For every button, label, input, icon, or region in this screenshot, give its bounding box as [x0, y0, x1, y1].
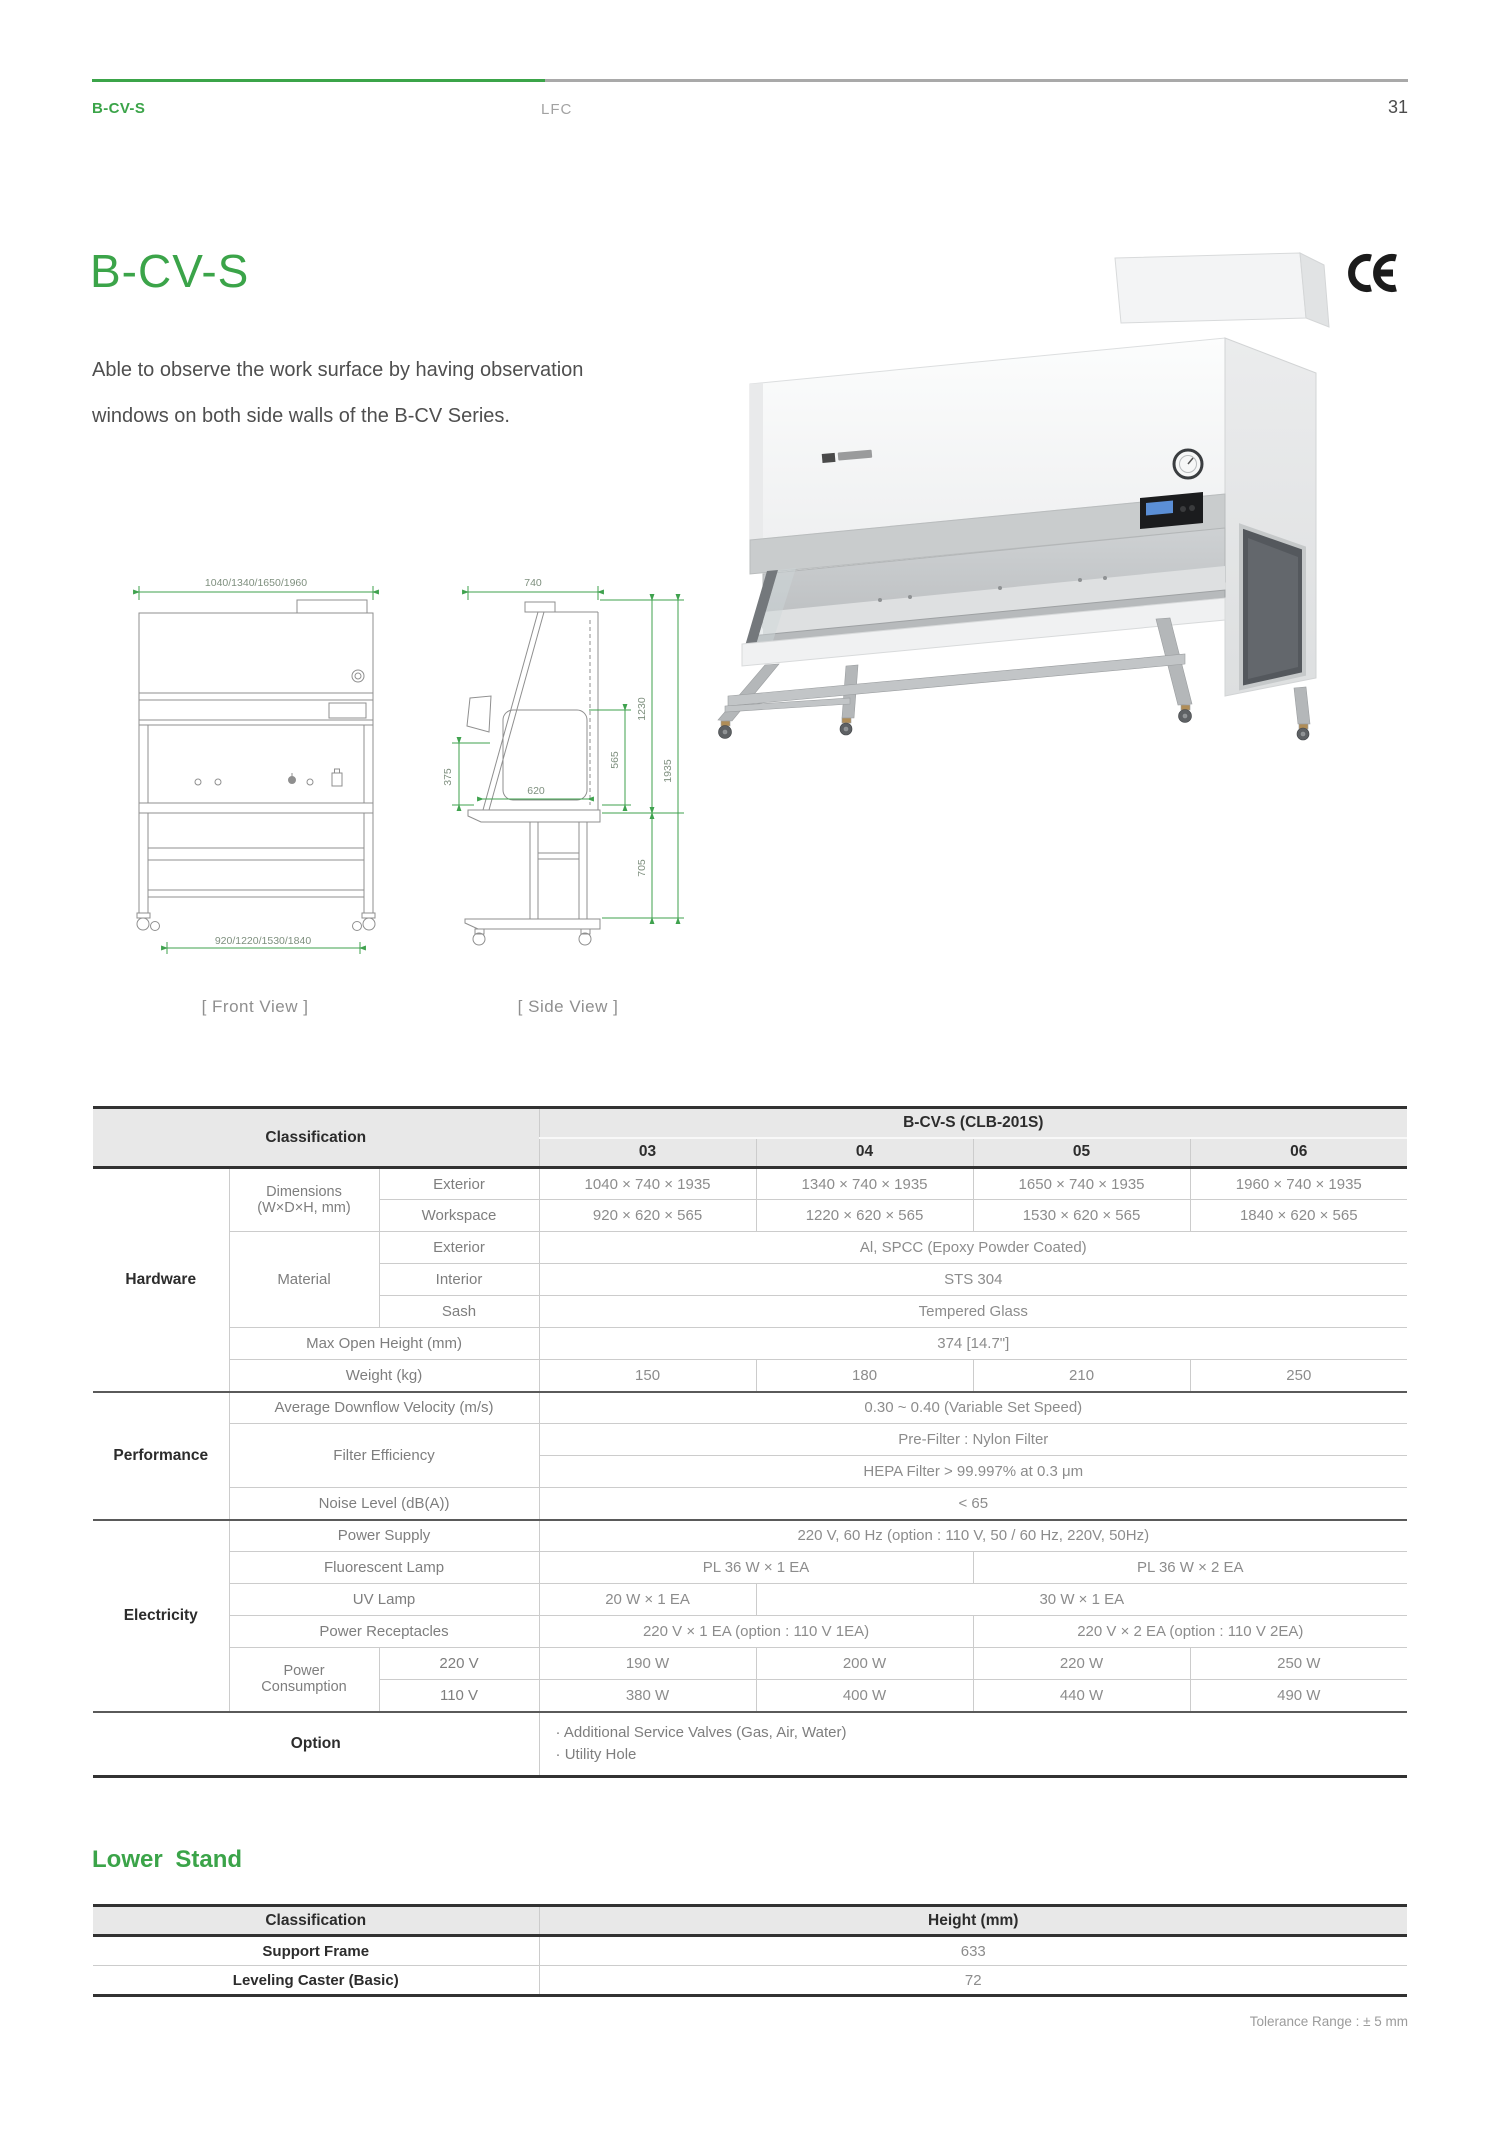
group-electricity: Electricity	[93, 1520, 229, 1712]
spec-cell: 920 × 620 × 565	[539, 1200, 756, 1232]
table-row	[93, 1328, 1407, 1360]
spec-cell: 1220 × 620 × 565	[756, 1200, 973, 1232]
spec-cell: 30 W × 1 EA	[756, 1584, 1407, 1616]
window-dim: 565	[609, 751, 621, 769]
spec-cell: 200 W	[756, 1648, 973, 1680]
spec-cell: 1530 × 620 × 565	[973, 1200, 1190, 1232]
caster-wheel	[719, 721, 732, 739]
table-row	[93, 1392, 1407, 1424]
table-row	[93, 1360, 1407, 1392]
table-row	[93, 1488, 1407, 1520]
option-item: · Utility Hole	[555, 1745, 637, 1763]
product-header: B-CV-S (CLB-201S)	[539, 1108, 1407, 1138]
side-depth-dim: 740	[524, 577, 542, 589]
dimensions-unit-line: (W×D×H, mm)	[257, 1200, 351, 1216]
power-consumption-line: Power	[283, 1663, 325, 1680]
power-supply-label: Power Supply	[229, 1520, 539, 1552]
exhaust-duct	[1115, 253, 1329, 327]
front-view-caption: [ Front View ]	[201, 997, 309, 1016]
max-open-height-label: Max Open Height (mm)	[229, 1328, 539, 1360]
material-exterior-label: Exterior	[379, 1232, 539, 1264]
spec-cell: 0.30 ~ 0.40 (Variable Set Speed)	[539, 1392, 1407, 1424]
spec-cell: 220 V × 1 EA (option : 110 V 1EA)	[539, 1616, 973, 1648]
front-stand-width-dim: 920/1220/1530/1840	[214, 935, 312, 947]
header-rule	[545, 79, 1408, 82]
workspace-label: Workspace	[379, 1200, 539, 1232]
spec-cell: Pre-Filter : Nylon Filter	[539, 1424, 1407, 1456]
work-depth-dim: 620	[527, 785, 545, 797]
page-title: B-CV-S	[90, 245, 250, 297]
spec-cell: 210	[973, 1360, 1190, 1392]
upper-height-dim: 1230	[636, 697, 648, 721]
spec-cell: 250	[1190, 1360, 1407, 1392]
header-category: LFC	[541, 101, 573, 118]
header-rule-accent	[92, 79, 545, 82]
control-panel	[1140, 492, 1203, 529]
lower-stand-title: Lower Stand	[92, 1846, 243, 1873]
lower-stand-table	[93, 1904, 1407, 1997]
exterior-label: Exterior	[379, 1168, 539, 1200]
spec-cell: 440 W	[973, 1680, 1190, 1712]
uv-lamp-label: UV Lamp	[229, 1584, 539, 1616]
spec-cell: 220 W	[973, 1648, 1190, 1680]
model-col-04: 04	[756, 1138, 973, 1168]
sash-label: Sash	[379, 1296, 539, 1328]
weight-label: Weight (kg)	[229, 1360, 539, 1392]
receptacles-label: Power Receptacles	[229, 1616, 539, 1648]
material-interior-label: Interior	[379, 1264, 539, 1296]
table-row	[93, 1966, 1407, 1996]
lower-row-value: 633	[539, 1936, 1407, 1966]
group-performance: Performance	[93, 1392, 229, 1520]
model-col-03: 03	[539, 1138, 756, 1168]
downflow-label: Average Downflow Velocity (m/s)	[229, 1392, 539, 1424]
power-consumption-line: Consumption	[261, 1679, 347, 1696]
option-values	[539, 1712, 1407, 1777]
spec-cell: Tempered Glass	[539, 1296, 1407, 1328]
product-description	[92, 347, 583, 439]
table-header-row	[93, 1108, 1407, 1138]
side-view-caption: [ Side View ]	[517, 997, 619, 1016]
lower-height-header: Height (mm)	[539, 1906, 1407, 1936]
spec-cell: 374 [14.7"]	[539, 1328, 1407, 1360]
lower-classification-header: Classification	[93, 1906, 539, 1936]
description-line: windows on both side walls of the B-CV Series.	[92, 405, 510, 427]
spec-cell: 400 W	[756, 1680, 973, 1712]
noise-label: Noise Level (dB(A))	[229, 1488, 539, 1520]
table-header-row	[93, 1906, 1407, 1936]
classification-header: Classification	[93, 1108, 539, 1168]
filter-efficiency-label: Filter Efficiency	[229, 1424, 539, 1488]
model-col-06: 06	[1190, 1138, 1407, 1168]
spec-cell: 180	[756, 1360, 973, 1392]
table-row	[93, 1648, 1407, 1680]
spec-table	[93, 1106, 1407, 1778]
dimensions-label	[229, 1168, 379, 1232]
table-row	[93, 1616, 1407, 1648]
caster-wheel	[1297, 724, 1309, 740]
spec-cell: 1340 × 740 × 1935	[756, 1168, 973, 1200]
table-row	[93, 1520, 1407, 1552]
page-number: 31	[1387, 97, 1408, 117]
table-row	[93, 1232, 1407, 1264]
material-label: Material	[229, 1232, 379, 1328]
table-row	[93, 1424, 1407, 1456]
table-row	[93, 1936, 1407, 1966]
spec-cell: 1960 × 740 × 1935	[1190, 1168, 1407, 1200]
stand-height-dim: 705	[636, 859, 648, 877]
header-doc-code: B-CV-S	[92, 100, 146, 117]
spec-cell: 1040 × 740 × 1935	[539, 1168, 756, 1200]
table-row	[93, 1584, 1407, 1616]
model-col-05: 05	[973, 1138, 1190, 1168]
table-row	[93, 1552, 1407, 1584]
spec-cell: 1650 × 740 × 1935	[973, 1168, 1190, 1200]
product-photo	[600, 226, 1400, 743]
fluorescent-label: Fluorescent Lamp	[229, 1552, 539, 1584]
caster-wheel	[1179, 705, 1192, 723]
spec-cell: Al, SPCC (Epoxy Powder Coated)	[539, 1232, 1407, 1264]
spec-cell: 150	[539, 1360, 756, 1392]
lower-row-label: Support Frame	[93, 1936, 539, 1966]
v220-label: 220 V	[379, 1648, 539, 1680]
caster-wheel	[840, 718, 852, 735]
cabinet-side-panel	[1225, 338, 1316, 696]
v110-label: 110 V	[379, 1680, 539, 1712]
spec-cell: 220 V, 60 Hz (option : 110 V, 50 / 60 Hz, 220V, 50Hz)	[539, 1520, 1407, 1552]
dimensions-label-line: Dimensions	[266, 1184, 342, 1200]
tolerance-note: Tolerance Range : ± 5 mm	[1249, 2014, 1408, 2029]
lcd-display	[1146, 501, 1173, 516]
spec-cell: 250 W	[1190, 1648, 1407, 1680]
group-hardware: Hardware	[93, 1168, 229, 1392]
spec-cell: 380 W	[539, 1680, 756, 1712]
spec-cell: PL 36 W × 2 EA	[973, 1552, 1407, 1584]
group-option: Option	[93, 1712, 539, 1777]
spec-cell: 1840 × 620 × 565	[1190, 1200, 1407, 1232]
spec-cell: 220 V × 2 EA (option : 110 V 2EA)	[973, 1616, 1407, 1648]
spec-cell: 490 W	[1190, 1680, 1407, 1712]
front-view-drawing	[137, 577, 375, 1016]
lower-row-label: Leveling Caster (Basic)	[93, 1966, 539, 1996]
total-height-dim: 1935	[662, 759, 674, 783]
spec-cell: HEPA Filter > 99.997% at 0.3 μm	[539, 1456, 1407, 1488]
option-item: · Additional Service Valves (Gas, Air, Water)	[555, 1723, 847, 1741]
table-row	[93, 1712, 1407, 1777]
spec-cell: < 65	[539, 1488, 1407, 1520]
power-consumption-label	[229, 1648, 379, 1712]
pressure-gauge	[1174, 450, 1202, 478]
front-width-dim: 1040/1340/1650/1960	[204, 577, 308, 589]
table-row	[93, 1168, 1407, 1200]
description-line: Able to observe the work surface by having observation	[92, 359, 584, 381]
spec-cell: PL 36 W × 1 EA	[539, 1552, 973, 1584]
spec-cell: STS 304	[539, 1264, 1407, 1296]
spec-cell: 190 W	[539, 1648, 756, 1680]
lower-row-value: 72	[539, 1966, 1407, 1996]
spec-cell: 20 W × 1 EA	[539, 1584, 756, 1616]
sash-opening-dim: 375	[442, 768, 454, 786]
